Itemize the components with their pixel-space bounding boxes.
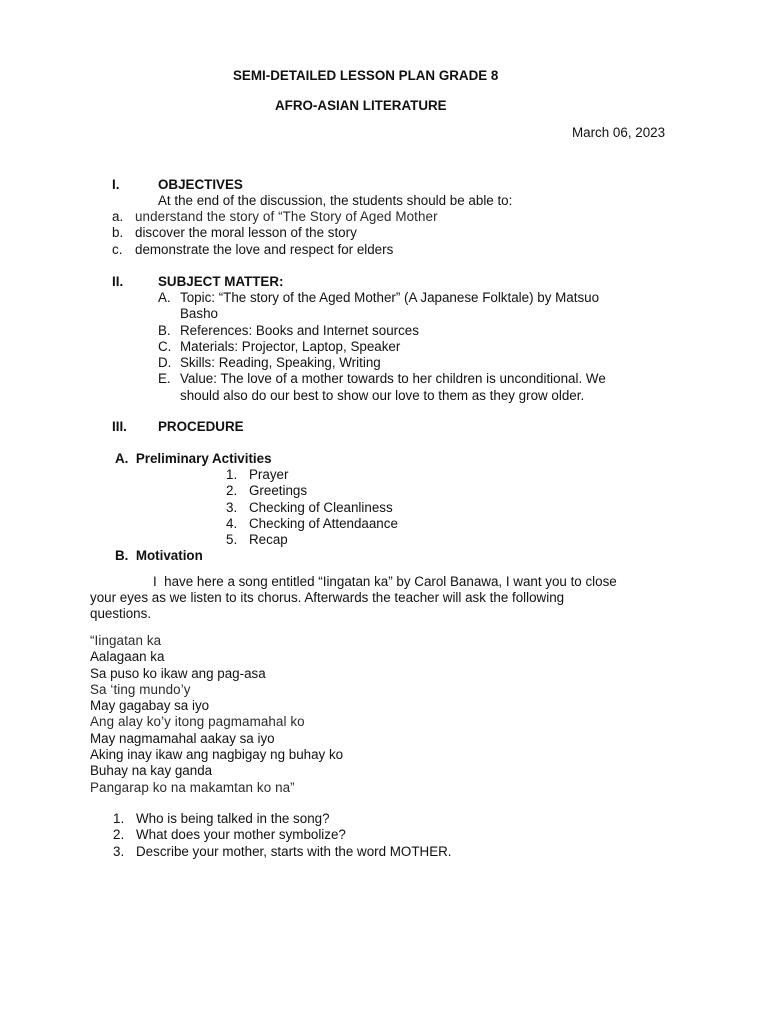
preliminary-text: Checking of Cleanliness [249, 499, 393, 515]
lyric-line: May gagabay sa iyo [90, 698, 210, 714]
subject-matter-text: References: Books and Internet sources [180, 322, 419, 338]
subject-matter-item [158, 323, 606, 339]
subject-matter-marker: B. [158, 322, 171, 338]
subject-matter-item [158, 371, 606, 404]
question-item [113, 827, 452, 843]
preliminary-item [226, 516, 398, 532]
subject-matter-marker: D. [158, 355, 172, 371]
preliminary-marker: 5. [226, 532, 238, 548]
preliminary-text: Checking of Attendaance [249, 515, 398, 531]
question-text: Who is being talked in the song? [136, 811, 330, 826]
subject-matter-item [158, 355, 606, 371]
procedure-numeral: III. [112, 419, 127, 434]
preliminary-item [226, 532, 398, 548]
subject-matter-item [158, 290, 606, 323]
preliminary-item [226, 483, 398, 499]
lyric-line: Sa puso ko ikaw ang pag-asa [90, 665, 266, 681]
preliminary-marker: 3. [226, 499, 238, 515]
lyric-line: “Iingatan ka [90, 633, 162, 648]
subject-matter-text: Topic: “The story of the Aged Mother” (A Japanese Folktale) by Matsuo [180, 290, 600, 305]
lyric-line: Aalagaan ka [90, 649, 165, 665]
preliminary-marker: 4. [226, 515, 238, 531]
subject-matter-text-cont: should also do our best to show our love to them as they grow older. [180, 387, 585, 403]
song-lyrics [90, 633, 343, 796]
preliminary-marker: 2. [226, 483, 238, 499]
objectives-list [112, 209, 438, 258]
subject-matter-marker: A. [158, 290, 171, 305]
preliminary-text: Prayer [249, 467, 289, 482]
subject-matter-item [158, 339, 606, 355]
preliminary-marker: 1. [226, 467, 238, 482]
motivation-paragraph-line2: your eyes as we listen to its chorus. Afterwards the teacher will ask the following [90, 590, 565, 605]
subject-matter-heading: SUBJECT MATTER: [158, 274, 284, 289]
preliminary-item [226, 500, 398, 516]
lyric-line: Buhay na kay ganda [90, 763, 213, 779]
lyric-line: Aking inay ikaw ang nagbigay ng buhay ko [90, 747, 344, 763]
subject-matter-list [158, 290, 606, 404]
subject-matter-marker: C. [158, 338, 172, 354]
question-marker: 2. [113, 827, 125, 843]
question-marker: 3. [113, 843, 125, 859]
preliminary-item [226, 467, 398, 483]
objective-marker: b. [112, 225, 124, 241]
preliminary-text: Greetings [249, 483, 308, 499]
preliminary-list [226, 467, 398, 548]
question-item [113, 811, 452, 827]
objective-marker: c. [112, 241, 123, 257]
objectives-numeral: I. [112, 177, 120, 192]
question-marker: 1. [113, 811, 125, 826]
document-subtitle: AFRO-ASIAN LITERATURE [275, 98, 447, 113]
lyric-line: Ang alay ko’y itong pagmamahal ko [90, 714, 305, 730]
objective-item [112, 242, 438, 258]
subject-matter-text: Materials: Projector, Laptop, Speaker [180, 338, 401, 354]
objective-text: understand the story of “The Story of Aged Mother [135, 209, 438, 224]
subject-matter-marker: E. [158, 371, 171, 387]
subject-matter-numeral: II. [112, 274, 124, 289]
objectives-intro: At the end of the discussion, the students should be able to: [158, 193, 513, 208]
lyric-line: Sa ‘ting mundo’y [90, 681, 191, 697]
objective-text: demonstrate the love and respect for elders [135, 241, 394, 257]
objective-text: discover the moral lesson of the story [135, 225, 357, 241]
question-text: Describe your mother, starts with the word MOTHER. [136, 843, 452, 859]
subject-matter-text: Skills: Reading, Speaking, Writing [180, 355, 381, 371]
subject-matter-text-cont: Basho [180, 306, 218, 322]
procedure-heading: PROCEDURE [158, 419, 244, 434]
lyric-line: Pangarap ko na makamtan ko na” [90, 779, 295, 795]
objective-item [112, 225, 438, 241]
motivation-questions [113, 811, 452, 860]
document-date: March 06, 2023 [572, 125, 666, 140]
lyric-line: May nagmamahal aakay sa iyo [90, 730, 275, 746]
motivation-paragraph-line1: I have here a song entitled “Iingatan ka” by Carol Banawa, I want you to close [153, 574, 617, 589]
motivation-heading: B. Motivation [115, 548, 203, 563]
preliminary-heading: A. Preliminary Activities [115, 451, 272, 466]
subject-matter-text: Value: The love of a mother towards to her children is unconditional. We [180, 371, 606, 387]
document-title: SEMI-DETAILED LESSON PLAN GRADE 8 [233, 68, 499, 83]
motivation-paragraph-line3: questions. [90, 606, 152, 621]
preliminary-text: Recap [249, 532, 288, 548]
objectives-heading: OBJECTIVES [158, 177, 243, 192]
objective-marker: a. [112, 209, 124, 224]
objective-item [112, 209, 438, 225]
question-text: What does your mother symbolize? [136, 827, 346, 843]
question-item [113, 844, 452, 860]
